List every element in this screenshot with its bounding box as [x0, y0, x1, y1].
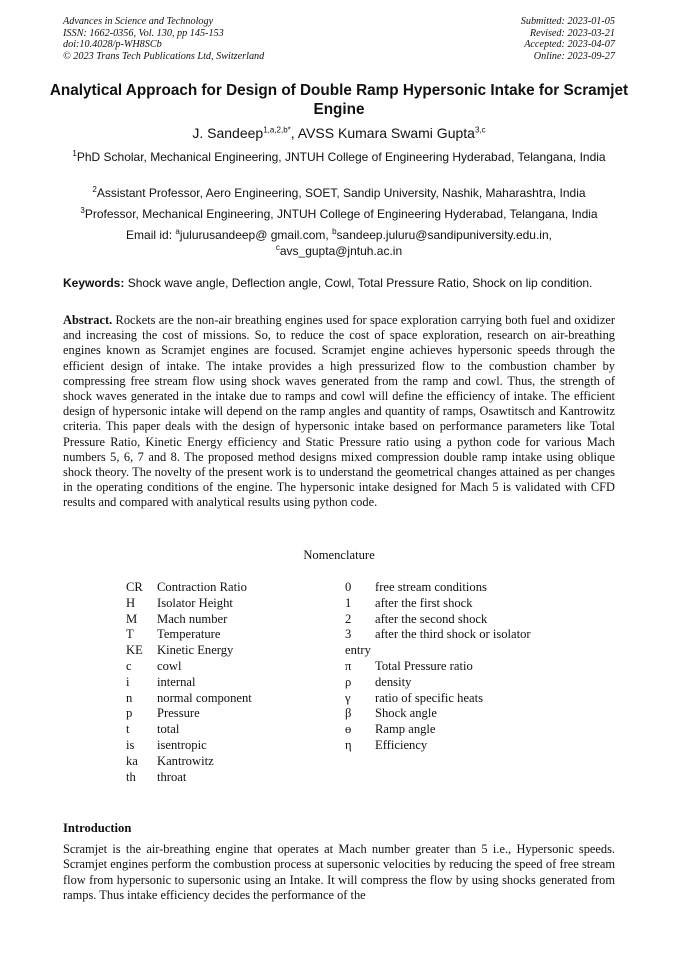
introduction-paragraph: Scramjet is the air-breathing engine that operates at Mach number greater than 5 i.e., Hypersonic speeds. Scramjet engines perform the combustion process at supersonic velocities by reducing the speed of free stream flow from hypersonic to supersonic using an Intake. It will compress the flow by using shocks generated from ramps. Thus intake efficiency decides the performance of the	[63, 842, 615, 903]
email-b-sup: b	[332, 227, 337, 236]
introduction-heading: Introduction	[63, 821, 132, 835]
journal-name: Advances in Science and Technology	[63, 16, 214, 27]
affiliation-2	[52, 185, 626, 201]
email-b[interactable]: sandeep.juluru@sandipuniversity.edu.in,	[336, 228, 552, 242]
nom-symbol: 1	[345, 595, 352, 610]
email-a[interactable]: julurusandeep@ gmail.com,	[179, 228, 333, 242]
affiliation-3-text: Professor, Mechanical Engineering, JNTUH College of Engineering Hyderabad, Telangana, India	[84, 207, 598, 221]
nom-desc: Pressure	[157, 706, 200, 721]
nomenclature-row	[126, 580, 252, 596]
email-label: Email id:	[126, 228, 176, 242]
nom-desc: normal component	[157, 690, 252, 705]
nom-desc: throat	[157, 769, 187, 784]
affiliation-3-sup: 3	[80, 206, 85, 215]
submitted-date: Submitted: 2023-01-05	[520, 16, 615, 27]
nomenclature-row	[345, 738, 531, 754]
abstract-label: Abstract.	[63, 313, 113, 327]
revised-date: Revised: 2023-03-21	[529, 27, 615, 39]
nom-desc: Kantrowitz	[157, 753, 214, 768]
email-a-sup: a	[175, 227, 180, 236]
nom-symbol: ρ	[345, 674, 352, 689]
author-separator: ,	[290, 125, 298, 141]
nom-symbol: i	[126, 674, 130, 689]
author-line	[40, 125, 638, 141]
nom-symbol: T	[126, 627, 134, 642]
affiliation-3	[52, 206, 626, 222]
nom-continuation: entry	[345, 643, 371, 658]
online-date: Online: 2023-09-27	[533, 50, 615, 62]
nomenclature-row	[345, 580, 531, 596]
nomenclature-title: Nomenclature	[303, 548, 375, 562]
nom-desc: Efficiency	[375, 737, 428, 752]
nomenclature-row	[126, 596, 252, 612]
dates-info	[521, 16, 615, 62]
nom-desc: total	[157, 722, 180, 737]
nom-symbol: η	[345, 737, 352, 752]
affiliation-1-text: PhD Scholar, Mechanical Engineering, JNTUH College of Engineering Hyderabad, Telangana, India	[76, 150, 606, 164]
nom-symbol: c	[126, 658, 132, 673]
nomenclature-row	[126, 770, 252, 786]
keywords-label: Keywords:	[63, 276, 125, 290]
nom-symbol: M	[126, 611, 138, 626]
nom-desc: isentropic	[157, 737, 207, 752]
nom-symbol: H	[126, 595, 136, 610]
nom-symbol: 0	[345, 580, 352, 594]
nomenclature-row	[345, 691, 531, 707]
nom-symbol: π	[345, 658, 352, 673]
nomenclature-right	[345, 580, 531, 754]
nom-desc: Ramp angle	[375, 722, 436, 737]
keywords	[63, 276, 623, 290]
nom-desc: Mach number	[157, 611, 228, 626]
nom-desc: Shock angle	[375, 706, 437, 721]
nom-desc: after the third shock or isolator	[375, 627, 531, 642]
nom-symbol: CR	[126, 580, 143, 594]
nom-symbol: 3	[345, 627, 352, 642]
nom-desc: free stream conditions	[375, 580, 487, 594]
nom-desc: internal	[157, 674, 196, 689]
nom-desc: density	[375, 674, 412, 689]
nom-symbol: n	[126, 690, 133, 705]
nomenclature-row	[126, 675, 252, 691]
journal-info	[63, 16, 264, 62]
doi-line[interactable]: doi:10.4028/p-WH8SCb	[63, 39, 162, 51]
nomenclature-row	[126, 738, 252, 754]
nomenclature-row	[345, 627, 531, 643]
nom-symbol: p	[126, 706, 133, 721]
email-c-sup: c	[275, 243, 280, 252]
keywords-text: Shock wave angle, Deflection angle, Cowl, Total Pressure Ratio, Shock on lip condition.	[124, 276, 593, 290]
nomenclature-row	[345, 596, 531, 612]
nom-desc: cowl	[157, 658, 182, 673]
issn-line: ISSN: 1662-0356, Vol. 130, pp 145-153	[63, 27, 224, 39]
author-1-sup: 1,a,2,b*	[263, 125, 291, 135]
nomenclature-row	[126, 722, 252, 738]
email-c[interactable]: avs_gupta@jntuh.ac.in	[279, 244, 403, 258]
nomenclature-row	[126, 612, 252, 628]
author-2: AVSS Kumara Swami Gupta	[297, 125, 475, 141]
nom-desc: after the second shock	[375, 611, 488, 626]
nom-symbol: ka	[126, 753, 138, 768]
nom-symbol: ɵ	[345, 722, 352, 737]
nom-desc: Kinetic Energy	[157, 643, 234, 658]
author-1: J. Sandeep	[192, 125, 264, 141]
paper-title: Analytical Approach for Design of Double Ramp Hypersonic Intake for Scramjet Engine	[49, 82, 629, 118]
nomenclature-row	[126, 706, 252, 722]
copyright-line: © 2023 Trans Tech Publications Ltd, Switzerland	[63, 50, 265, 62]
nomenclature-row	[345, 659, 531, 675]
nomenclature-row	[345, 675, 531, 691]
author-2-sup: 3,c	[474, 125, 486, 135]
nomenclature-row	[345, 643, 531, 659]
nom-desc: ratio of specific heats	[375, 690, 484, 705]
nomenclature-row	[126, 659, 252, 675]
nom-symbol: γ	[345, 690, 351, 705]
affiliation-2-text: Assistant Professor, Aero Engineering, SOET, Sandip University, Nashik, Maharashtra, India	[96, 186, 586, 200]
nomenclature-row	[126, 691, 252, 707]
nomenclature-row	[126, 754, 252, 770]
nom-symbol: 2	[345, 611, 352, 626]
nomenclature-row	[345, 612, 531, 628]
nomenclature-row	[126, 643, 252, 659]
accepted-date: Accepted: 2023-04-07	[524, 39, 615, 51]
nom-symbol: th	[126, 769, 136, 784]
email-line	[90, 227, 588, 259]
nomenclature-row	[126, 627, 252, 643]
nom-symbol: t	[126, 722, 130, 737]
nom-symbol: β	[345, 706, 352, 721]
nom-symbol: KE	[126, 643, 143, 658]
affiliation-1-sup: 1	[72, 149, 77, 158]
nom-desc: Isolator Height	[157, 595, 233, 610]
abstract-text: Rockets are the non-air breathing engines used for space exploration carrying both fuel and oxidizer and increasing the cost of missions. So, to reduce the cost of space exploration, research on air-breathing engines known as Scramjet engines are focused. Scramjet engine achieves hypersonic speeds through the efficient design of intake. The intake provides a high pressurized flow to the combustion chamber by compressing free stream flow using shock waves generated from the ramp and cowl. Thus, the strength of shock waves generated in the intake due to ramps and cowl will define the efficiency of intake. The efficient design of hypersonic intake will depend on the ramp angles and quantity of ramps, Osawtitsch and Kantrowitz criteria. This paper deals with the design of hypersonic intake based on performance parameters like Total Pressure Ratio, Kinetic Energy efficiency and Static Pressure ratio using a python code for various Mach numbers 5, 6, 7 and 8. The proposed method designs mixed compression double ramp intake using oblique shock theory. The novelty of the present work is to understand the geometrical changes attained as per changes in the operating conditions of the engine. The hypersonic intake designed for Mach 5 is validated with CFD results and compared with analytical results using python code.	[63, 313, 615, 510]
affiliation-2-sup: 2	[92, 185, 97, 194]
nomenclature-row	[345, 722, 531, 738]
nom-desc: after the first shock	[375, 595, 473, 610]
abstract	[63, 313, 615, 511]
nom-desc: Total Pressure ratio	[375, 658, 473, 673]
nom-symbol: is	[126, 737, 135, 752]
affiliation-1	[52, 149, 626, 165]
nomenclature-left	[126, 580, 252, 785]
nom-desc: Contraction Ratio	[157, 580, 247, 594]
nomenclature-row	[345, 706, 531, 722]
nom-desc: Temperature	[157, 627, 221, 642]
